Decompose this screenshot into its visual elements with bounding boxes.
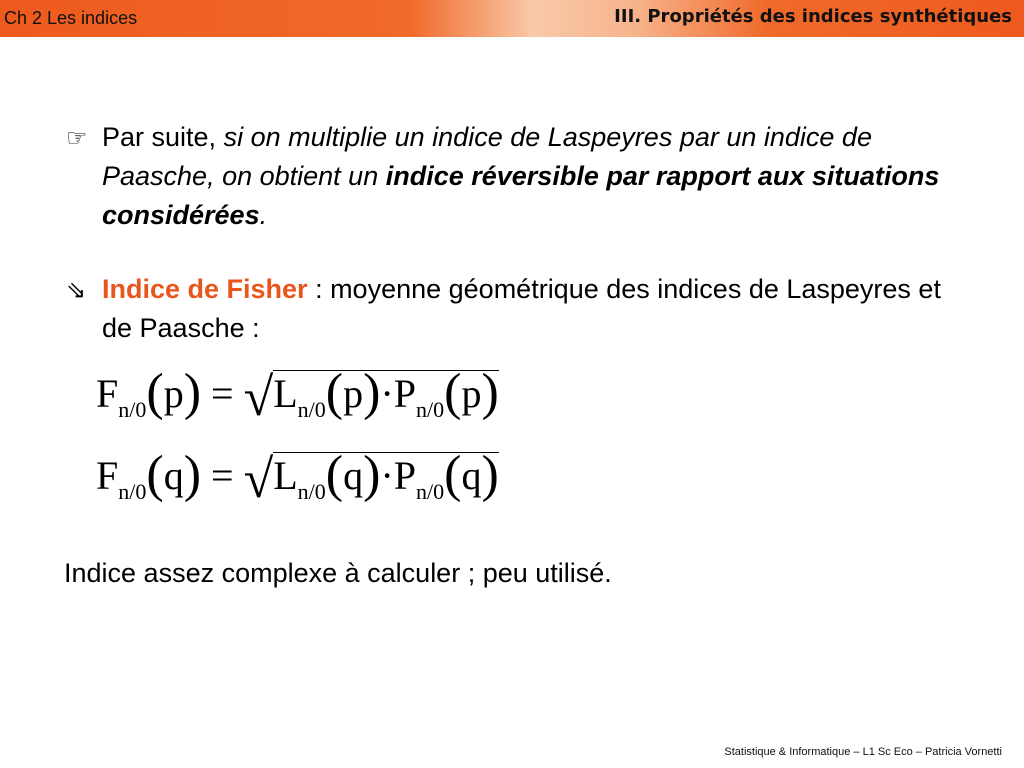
formula-dot: · — [380, 453, 394, 498]
bullet-bold-text: indice réversible par rapport aux situations considérées — [102, 161, 940, 230]
section-title: III. Propriétés des indices synthétiques — [614, 6, 1012, 27]
formula-equals: = — [211, 371, 234, 416]
header-bar — [0, 0, 1024, 37]
formula-quantity: $F_{n/0}(q) = √L_{n/0}(q)\cdot P_{n/0}(q)$ — [96, 440, 499, 510]
square-root: $√L_{n/0}(q)\cdot P_{n/0}(q)$ — [243, 446, 499, 509]
bullet-end: . — [259, 200, 268, 230]
formula-variable: q — [461, 453, 482, 498]
formula-subscript: n/0 — [297, 479, 326, 504]
footer-credit: Statistique & Informatique – L1 Sc Eco – Patricia Vornetti — [724, 746, 1002, 758]
formula-symbol: F — [96, 371, 119, 416]
conclusion-text: Indice assez complexe à calculer ; peu utilisé. — [64, 558, 612, 588]
formula-equals: = — [211, 453, 234, 498]
bullet-text — [102, 270, 952, 348]
formula-variable: p — [343, 371, 364, 416]
bullet-text — [102, 118, 952, 235]
formula-subscript: n/0 — [416, 479, 445, 504]
bullet-italic-text: si on multiplie un indice de Laspeyres par un indice de Paasche, on obtient un — [102, 122, 872, 191]
fisher-description: : moyenne géométrique des indices de Laspeyres et de Paasche : — [102, 274, 941, 343]
formula-variable: p — [461, 371, 482, 416]
square-root: $√L_{n/0}(p)\cdot P_{n/0}(p)$ — [243, 364, 499, 427]
formula-variable: q — [163, 453, 184, 498]
formula-subscript: n/0 — [416, 397, 445, 422]
chapter-title: Ch 2 Les indices — [4, 8, 138, 28]
formula-symbol: F — [96, 453, 119, 498]
formula-symbol: P — [393, 371, 417, 416]
formula-subscript: n/0 — [118, 397, 147, 422]
formula-symbol: L — [273, 371, 298, 416]
formula-symbol: L — [273, 453, 298, 498]
formula-variable: p — [163, 371, 184, 416]
hollow-arrow-icon: ⇘ — [66, 277, 87, 304]
bullet-plain-text: Par suite, — [102, 122, 224, 152]
pointing-hand-icon: ☞ — [66, 125, 88, 152]
formula-subscript: n/0 — [118, 479, 147, 504]
fisher-highlight: Indice de Fisher — [102, 274, 308, 304]
formula-dot: · — [380, 371, 394, 416]
formula-subscript: n/0 — [297, 397, 326, 422]
formula-symbol: P — [393, 453, 417, 498]
formula-price: $F_{n/0}(p) = √L_{n/0}(p)\cdot P_{n/0}(p)$ — [96, 358, 499, 428]
formula-variable: q — [343, 453, 364, 498]
